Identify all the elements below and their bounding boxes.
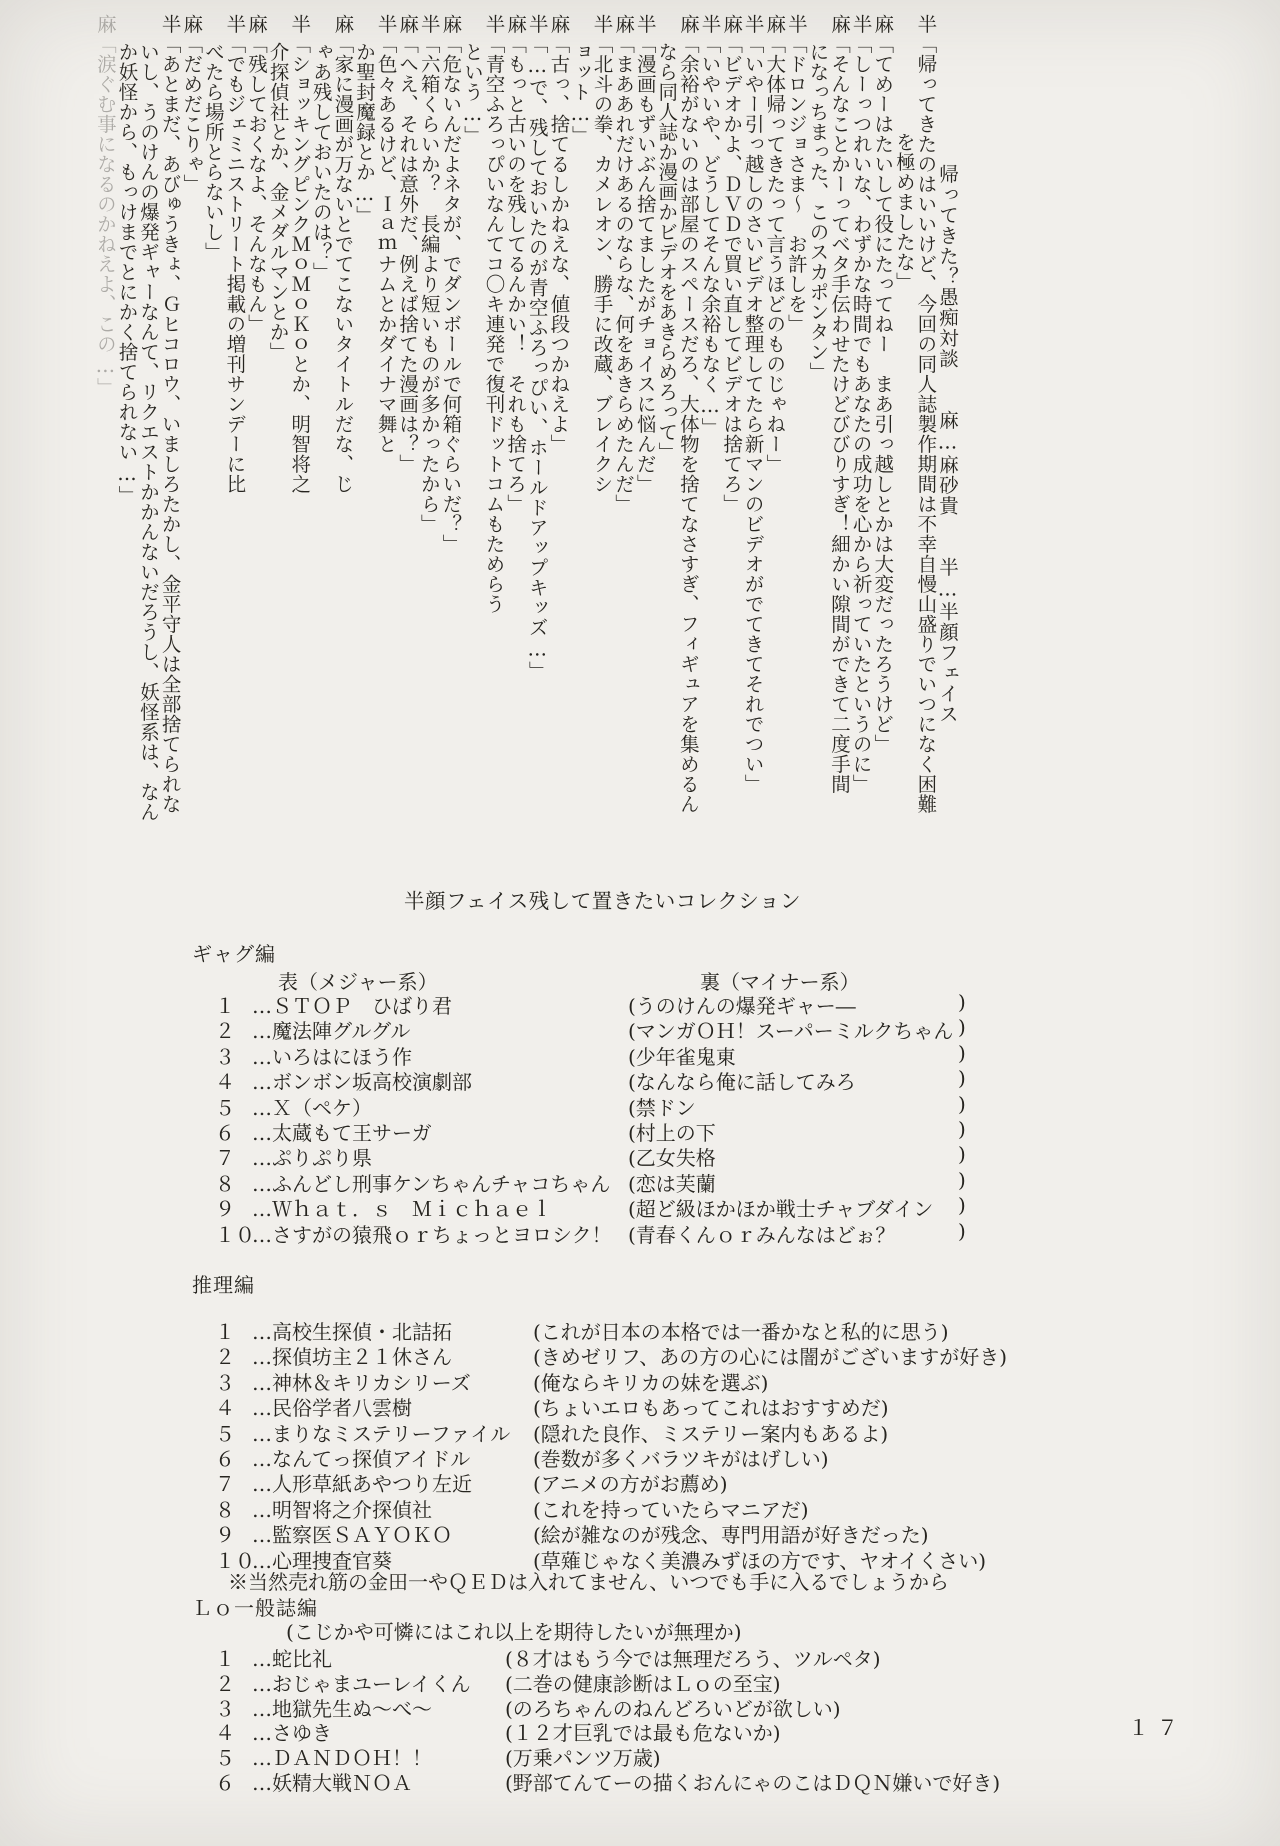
row-comment: (これが日本の本格では一番かなと私的に思う) <box>533 1320 949 1344</box>
row-close-paren: ) <box>958 1116 966 1141</box>
lo-subtitle: (こじかや可憐にはこれ以上を期待したいが無理か) <box>286 1620 742 1644</box>
suiri-list <box>0 1316 1280 1573</box>
row-title: …さゆき <box>252 1721 332 1746</box>
dialogue-line: 麻「だめだこりゃ」 <box>180 14 204 194</box>
row-comment: (草薙じゃなく美濃みずほの方です、ヤオイくさい) <box>533 1548 987 1573</box>
row-number: １ <box>215 1320 235 1344</box>
row-title: …高校生探偵・北詰拓 <box>252 1320 452 1344</box>
row-back: (マンガＯＨ！スーパーミルクちゃん <box>628 1019 954 1044</box>
dialogue-line: 半「北斗の拳、カメレオン、勝手に改蔵、ブレイクシ <box>590 14 614 494</box>
dialogue-line: 麻「てめーはたいして役にたってねー まあ引っ越しとかは大変だったろうけど」 <box>871 14 895 754</box>
row-number: ５ <box>215 1421 235 1446</box>
row-number: １０ <box>215 1222 255 1247</box>
dialogue-line: 麻「そんなことかーってベタ手伝わせたけどびびりすぎ！細かい隙間ができて二度手間 <box>828 14 852 794</box>
row-comment: (８才はもう今では無理だろう、ツルペタ) <box>505 1647 881 1671</box>
row-comment: (１２才巨乳では最も危ないか) <box>505 1721 781 1746</box>
table-row <box>0 1468 1280 1497</box>
row-comment: (万乗パンツ万歳) <box>505 1746 661 1771</box>
dialogue-line: 麻「残しておくなよ、そんなもん」 <box>245 14 268 334</box>
table-row <box>0 1015 1280 1044</box>
table-row <box>0 1418 1280 1446</box>
row-title: …妖精大戦ＮＯＡ <box>252 1770 412 1795</box>
row-back: (村上の下 <box>628 1120 716 1145</box>
dialogue-line: 半「しーっつれいな、わずかな時間でもあなたの成功を心から祈っていたというのに」 <box>849 14 873 794</box>
row-title: …いろはにほう作 <box>252 1044 412 1069</box>
dialogue-line: 介探偵社とか、金メダルマンとか」 <box>266 42 290 362</box>
table-row <box>0 1693 1280 1721</box>
row-number: ７ <box>215 1146 235 1171</box>
row-back: (恋は芙蘭 <box>628 1171 716 1196</box>
row-title: …地獄先生ぬ〜べ〜 <box>252 1696 432 1721</box>
row-title: …ＳＴＯＰ ひばり君 <box>252 994 452 1018</box>
table-row <box>0 1643 1280 1671</box>
row-close-paren: ) <box>958 1142 966 1167</box>
dialogue-line: か妖怪から、もっけまでとにかく捨てられない…」 <box>115 42 139 506</box>
row-comment: (俺ならキリカの妹を選ぶ) <box>533 1370 769 1395</box>
row-title: …人形草紙あやつり左近 <box>252 1472 472 1497</box>
dialogue-line: 半「ドロンジョさま〜 お許しを」 <box>784 14 808 334</box>
row-title: …蛇比礼 <box>252 1647 332 1671</box>
row-back: (超ど級ほかほか戦士チャブダイン <box>628 1197 934 1222</box>
dialogue-line: 半「六箱くらいか？ 長編より短いものが多かったから」 <box>417 14 441 534</box>
row-comment: (アニメの方がお薦め) <box>533 1472 728 1497</box>
row-number: ２ <box>215 1345 235 1370</box>
dialogue-line: 半「いやいや、どうしてそんな余裕もなく…」 <box>698 14 722 438</box>
dialogue-line: という…」 <box>460 42 484 146</box>
row-title: …ボンボン坂高校演劇部 <box>252 1070 472 1095</box>
row-comment: (これを持っていたらマニアだ) <box>533 1497 809 1522</box>
row-comment: (のろちゃんのねんどろいどが欲しい) <box>505 1696 841 1721</box>
row-close-paren: ) <box>958 1040 966 1065</box>
dialogue-line: 半「でもジェミニストリート掲載の増刊サンデーに比 <box>223 14 247 494</box>
row-title: …神林＆キリカシリーズ <box>252 1370 471 1395</box>
row-title: …探偵坊主２１休さん <box>252 1345 452 1370</box>
row-title: …Ｘ（ペケ） <box>252 1095 372 1120</box>
dialogue-line: 半「ショッキングピンクＭｏＭｏＫｏとか、明智将之 <box>288 14 312 494</box>
row-close-paren: ) <box>958 1015 966 1040</box>
row-number: ８ <box>215 1171 235 1196</box>
table-row <box>0 1066 1280 1095</box>
gag-column-headers <box>0 966 1280 992</box>
row-number: ６ <box>215 1446 235 1471</box>
section-label-lo: Ｌｏ一般誌編 <box>192 1596 318 1620</box>
table-row <box>0 1717 1280 1746</box>
table-row <box>0 1116 1280 1145</box>
row-title: …明智将之介探偵社 <box>252 1497 432 1522</box>
row-back: (うのけんの爆発ギャー― <box>628 994 856 1018</box>
lo-list <box>0 1643 1280 1795</box>
row-number: ６ <box>215 1770 235 1795</box>
dialogue-line: 麻「もっと古いのを残してるんかい！ それも捨てろ」 <box>504 14 528 514</box>
dialogue-line: 半「…で、残しておいたのが青空ふろっぴい、ホールドアップキッズ…」 <box>525 14 549 681</box>
table-row <box>0 990 1280 1018</box>
row-title: …なんてっ探偵アイドル <box>252 1446 471 1471</box>
dialogue-line: 半「帰ってきたのはいいけど、今回の同人誌製作期間は不幸自慢山盛りでいつになく困難 <box>914 14 938 814</box>
table-row <box>0 1367 1280 1395</box>
dialogue-line: 半「いやー引っ越しのさいビデオ整理してたら新マンのビデオがでてきてそれでつい」 <box>741 14 765 794</box>
section-label-gag: ギャグ編 <box>192 942 276 966</box>
gag-list <box>0 990 1280 1247</box>
row-title: …魔法陣グルグル <box>252 1019 411 1044</box>
row-number: ３ <box>215 1370 235 1395</box>
row-title: …心理捜査官葵 <box>252 1548 392 1573</box>
row-close-paren: ) <box>958 1091 966 1116</box>
row-number: ２ <box>215 1671 235 1696</box>
row-number: ３ <box>215 1044 235 1069</box>
dialogue-line: 麻「大体帰ってきたって言うほどのものじゃねー」 <box>763 14 787 474</box>
table-row <box>0 1167 1280 1196</box>
row-comment: (巻数が多くバラツキがはげしい) <box>533 1446 829 1471</box>
dialogue-block <box>86 14 958 832</box>
dialogue-line: 麻「ビデオかよ、ＤＶＤで買い直してビデオは捨てろ」 <box>720 14 744 514</box>
row-number: ５ <box>215 1095 235 1120</box>
row-comment: (きめゼリフ、あの方の心には闇がございますが好き) <box>533 1345 1008 1370</box>
page-number: １７ <box>1128 1716 1186 1740</box>
dialogue-title: 帰ってきた？愚痴対談 麻…麻砂貴 半…半顔フェイス <box>936 164 959 725</box>
row-number: ４ <box>215 1070 235 1095</box>
row-number: ３ <box>215 1696 235 1721</box>
row-comment: (ちょいエロもあってこれはおすすめだ) <box>533 1396 889 1421</box>
row-number: ２ <box>215 1019 235 1044</box>
row-close-paren: ) <box>958 1066 966 1091</box>
row-title: …おじゃまユーレイくん <box>252 1671 471 1696</box>
row-back: (禁ドン <box>628 1095 696 1120</box>
table-row <box>0 1341 1280 1370</box>
row-comment: (隠れた良作、ミステリー案内もあるよ) <box>533 1421 889 1446</box>
row-back: (なんなら俺に話してみろ <box>628 1070 856 1095</box>
row-title: …さすがの猿飛ｏｒちょっとヨロシク！ <box>252 1222 612 1247</box>
row-close-paren: ) <box>958 1193 966 1218</box>
row-number: １０ <box>215 1548 255 1573</box>
dialogue-line: 半「あとまだ、あびゅうきょ、Ｇヒコロウ、いましろたかし、金平守人は全部捨てられな <box>158 14 182 814</box>
dialogue-line: べたら場所とらないし」 <box>201 42 225 262</box>
table-row <box>0 1218 1280 1247</box>
dialogue-line: か聖封魔録とか…」 <box>352 42 376 226</box>
table-row <box>0 1142 1280 1171</box>
dialogue-line: ョット…」 <box>568 42 592 146</box>
table-row <box>0 1193 1280 1222</box>
dialogue-line: 麻「余裕がないのは部屋のスペースだろ、大体物を捨てなさすぎ、フィギュアを集めるん <box>676 14 700 814</box>
dialogue-line-faint: 麻「涙ぐむ事になるのかねえよ、この…」 <box>93 14 117 398</box>
row-close-paren: ) <box>958 1218 966 1243</box>
row-title: …Ｗｈａｔ．ｓ Ｍｉｃｈａｅｌ <box>252 1197 552 1222</box>
row-title: …太蔵もて王サーガ <box>252 1120 432 1145</box>
row-title: …ふんどし刑事ケンちゃんチャコちゃん <box>252 1171 611 1196</box>
row-number: ９ <box>215 1197 235 1222</box>
row-number: ６ <box>215 1120 235 1145</box>
row-number: ４ <box>215 1396 235 1421</box>
dialogue-line: ゃあ残しておいたのは？」 <box>309 42 333 282</box>
row-number: ５ <box>215 1746 235 1771</box>
row-number: ８ <box>215 1497 235 1522</box>
row-title: …民俗学者八雲樹 <box>252 1396 412 1421</box>
row-number: ７ <box>215 1472 235 1497</box>
table-row <box>0 1668 1280 1696</box>
row-back: (青春くんｏｒみんなはどぉ？ <box>628 1222 896 1247</box>
row-comment: (絵が雑なのが残念、専門用語が好きだった) <box>533 1523 929 1548</box>
dialogue-line: 半「色々あるけど、Ｉａｍナムとかダイナマ舞と <box>374 14 398 454</box>
row-title: …まりなミステリーファイル <box>252 1421 511 1446</box>
table-row <box>0 1040 1280 1069</box>
row-number: １ <box>215 994 235 1018</box>
collection-heading: 半顔フェイス残して置きたいコレクション <box>404 889 801 913</box>
dialogue-line: 麻「へえ、それは意外だ、例えば捨てた漫画は？」 <box>396 14 420 474</box>
row-title: …ＤＡＮＤＯＨ！！ <box>252 1746 432 1771</box>
dialogue-line: 半「青空ふろっぴいなんてコ〇キ連発で復刊ドットコムもためらう <box>482 14 506 614</box>
row-title: …監察医ＳＡＹＯＫＯ <box>252 1523 452 1548</box>
dialogue-line: 麻「まああれだけあるのならな、何をあきらめたんだ」 <box>612 14 636 514</box>
section-label-suiri: 推理編 <box>192 1273 255 1297</box>
table-row <box>0 1494 1280 1522</box>
row-back: (少年雀鬼東 <box>628 1044 736 1069</box>
dialogue-line: 麻「危ないんだよネタが、でダンボールで何箱ぐらいだ？」 <box>439 14 463 554</box>
dialogue-line: 麻「家に漫画が万ないとでてこないタイトルだな、じ <box>331 14 355 494</box>
table-row <box>0 1519 1280 1548</box>
row-number: １ <box>215 1647 235 1671</box>
row-back: (乙女失格 <box>628 1146 716 1171</box>
row-comment: (二巻の健康診断はＬｏの至宝) <box>505 1671 781 1696</box>
suiri-note: ※当然売れ筋の金田一やＱＥＤは入れてません、いつでも手に入るでしょうから <box>228 1570 949 1594</box>
row-number: ９ <box>215 1523 235 1548</box>
row-comment: (野部てんてーの描くおんにゃのこはＤＱＮ嫌いで好き) <box>505 1770 1001 1795</box>
row-number: ４ <box>215 1721 235 1746</box>
table-row <box>0 1316 1280 1344</box>
table-row <box>0 1443 1280 1471</box>
dialogue-line: を極めましたな」 <box>892 132 916 292</box>
table-row <box>0 1742 1280 1771</box>
dialogue-line: 麻「古っ、捨てるしかねえな、値段つかねえよ」 <box>547 14 571 454</box>
table-row <box>0 1091 1280 1120</box>
table-row <box>0 1392 1280 1421</box>
dialogue-line: 半「漫画もずいぶん捨てましたがチョイスに悩んだ」 <box>633 14 657 494</box>
front-column-header: 表（メジャー系） <box>278 970 438 994</box>
row-title: …ぷりぷり県 <box>252 1146 372 1171</box>
row-close-paren: ) <box>958 1167 966 1192</box>
row-close-paren: ) <box>958 990 966 1014</box>
back-column-header: 裏（マイナー系） <box>700 970 860 994</box>
dialogue-line: になっちまった、このスカポンタン」 <box>806 42 830 382</box>
table-row <box>0 1767 1280 1795</box>
dialogue-line: いし、うのけんの爆発ギャーなんて、リクエストかかんないだろうし、妖怪系は、なん <box>137 42 161 822</box>
dialogue-line: なら同人誌か漫画かビデオをあきらめろって」 <box>655 42 679 462</box>
